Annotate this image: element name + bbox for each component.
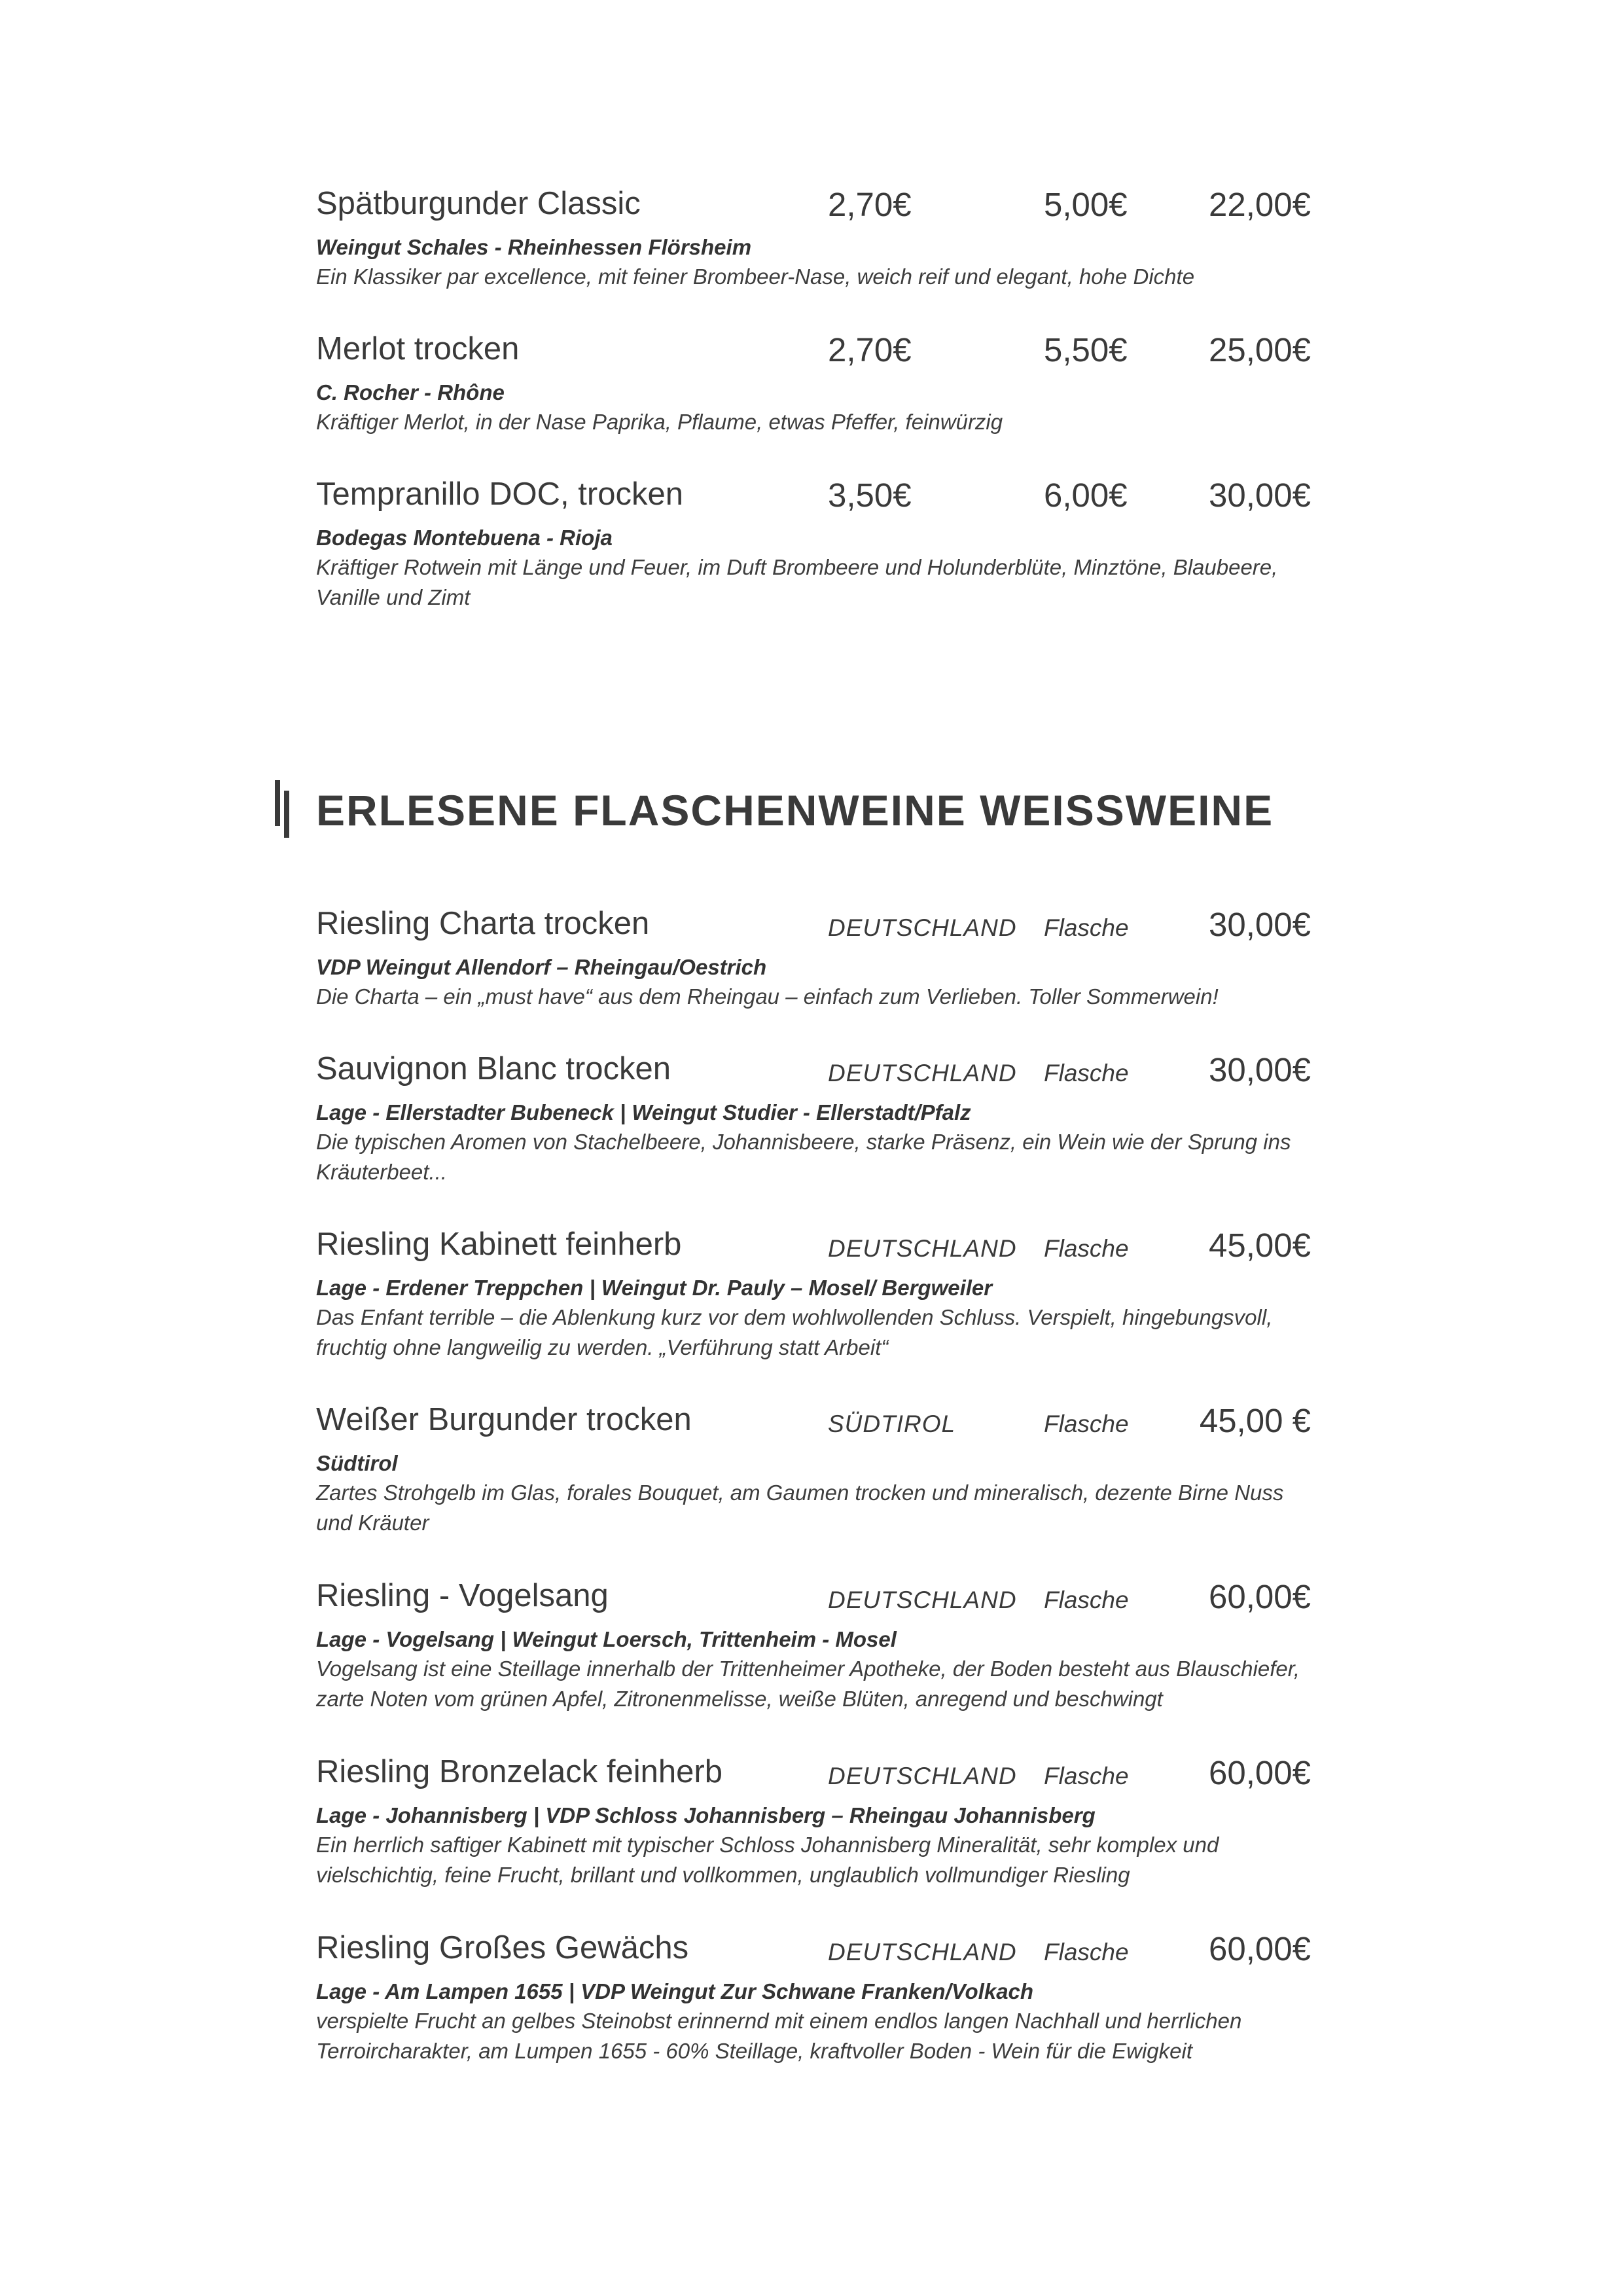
price-bottle: 22,00€ (1209, 186, 1311, 223)
wine-entry (316, 1226, 1324, 1363)
price-glass-small: 3,50€ (828, 476, 912, 514)
wine-description: Kräftiger Merlot, in der Nase Paprika, Pflaume, etwas Pfeffer, feinwürzig (316, 410, 1003, 434)
wine-producer: Weingut Schales - Rheinhessen Flörsheim (316, 235, 752, 259)
wine-entry (316, 1753, 1324, 1890)
wine-description: Vogelsang ist eine Steillage innerhalb der Trittenheimer Apotheke, der Boden besteht aus Blauschiefer, zarte Noten vom grünen Apfel, Zitronenmelisse, weiße Blüten, anregend und beschwingt (316, 1657, 1300, 1711)
wine-name: Riesling Charta trocken (316, 906, 650, 941)
wine-description: Kräftiger Rotwein mit Länge und Feuer, im Duft Brombeere und Holunderblüte, Minztöne, Blaubeere, Vanille und Zimt (316, 555, 1278, 609)
wine-name: Riesling Kabinett feinherb (316, 1227, 682, 1262)
wine-entry (316, 905, 1324, 1012)
wine-producer: Lage - Ellerstadter Bubeneck | Weingut Studier - Ellerstadt/Pfalz (316, 1100, 971, 1124)
wine-description: Die typischen Aromen von Stachelbeere, Johannisbeere, starke Präsenz, ein Wein wie der Sprung ins Kräuterbeet... (316, 1130, 1291, 1184)
price-bottle: 30,00€ (1209, 1051, 1311, 1088)
wine-name: Weißer Burgunder trocken (316, 1402, 692, 1437)
price-glass-small: 2,70€ (828, 186, 912, 223)
price-glass-large: 6,00€ (1044, 476, 1128, 514)
wine-entry (316, 185, 1324, 292)
wine-description: Ein herrlich saftiger Kabinett mit typischer Schloss Johannisberg Mineralität, sehr komplex und vielschichtig, feine Frucht, brillant und vollkommen, unglaublich vollmundiger Riesling (316, 1833, 1219, 1887)
wine-entry (316, 1929, 1324, 2066)
section-heading (275, 774, 1387, 846)
wine-unit: Flasche (1044, 914, 1129, 941)
price-bottle: 30,00€ (1209, 476, 1311, 514)
wine-country: DEUTSCHLAND (828, 1587, 1017, 1613)
wine-description: verspielte Frucht an gelbes Steinobst erinnernd mit einem endlos langen Nachhall und herrlichen Terroircharakter, am Lumpen 1655 - 60% Steillage, kraftvoller Boden - Wein für die Ewigkeit (316, 2009, 1242, 2063)
wine-country: DEUTSCHLAND (828, 914, 1017, 941)
wine-name: Sauvignon Blanc trocken (316, 1051, 671, 1086)
wine-name: Spätburgunder Classic (316, 186, 641, 221)
price-bottle: 30,00€ (1209, 906, 1311, 943)
wine-entry (316, 1050, 1324, 1187)
wine-unit: Flasche (1044, 1060, 1129, 1086)
price-glass-large: 5,50€ (1044, 331, 1128, 368)
wine-name: Tempranillo DOC, trocken (316, 476, 683, 512)
wine-entry (316, 1401, 1324, 1538)
wine-producer: VDP Weingut Allendorf – Rheingau/Oestrich (316, 955, 767, 979)
wine-unit: Flasche (1044, 1410, 1129, 1437)
price-glass-small: 2,70€ (828, 331, 912, 368)
wine-entry (316, 1577, 1324, 1714)
wine-producer: Lage - Vogelsang | Weingut Loersch, Trittenheim - Mosel (316, 1627, 897, 1651)
wine-producer: Lage - Johannisberg | VDP Schloss Johannisberg – Rheingau Johannisberg (316, 1803, 1096, 1827)
price-bottle: 60,00€ (1209, 1578, 1311, 1615)
wine-unit: Flasche (1044, 1587, 1129, 1613)
wine-name: Merlot trocken (316, 331, 520, 367)
wine-country: DEUTSCHLAND (828, 1939, 1017, 1965)
wine-country: SÜDTIROL (828, 1410, 956, 1437)
price-bottle: 25,00€ (1209, 331, 1311, 368)
wine-unit: Flasche (1044, 1939, 1129, 1965)
wine-name: Riesling Bronzelack feinherb (316, 1754, 722, 1789)
section-title: ERLESENE FLASCHENWEINE WEISSWEINE (316, 786, 1274, 834)
wine-description: Ein Klassiker par excellence, mit feiner Brombeer-Nase, weich reif und elegant, hohe Dichte (316, 264, 1195, 289)
wine-description: Die Charta – ein „must have“ aus dem Rheingau – einfach zum Verlieben. Toller Sommerwein! (316, 984, 1219, 1009)
wine-name: Riesling - Vogelsang (316, 1578, 609, 1613)
price-bottle: 45,00 € (1199, 1402, 1311, 1439)
wine-unit: Flasche (1044, 1763, 1129, 1789)
wine-producer: C. Rocher - Rhône (316, 380, 505, 404)
wine-description: Zartes Strohgelb im Glas, forales Bouquet, am Gaumen trocken und mineralisch, dezente Birne Nuss und Kräuter (316, 1480, 1284, 1535)
section-marker-bar (275, 780, 280, 826)
wine-country: DEUTSCHLAND (828, 1763, 1017, 1789)
wine-name: Riesling Großes Gewächs (316, 1930, 689, 1965)
wine-country: DEUTSCHLAND (828, 1060, 1017, 1086)
wine-producer: Bodegas Montebuena - Rioja (316, 526, 613, 550)
wine-producer: Südtirol (316, 1451, 398, 1475)
wine-unit: Flasche (1044, 1235, 1129, 1262)
price-bottle: 60,00€ (1209, 1930, 1311, 1967)
wine-producer: Lage - Erdener Treppchen | Weingut Dr. Pauly – Mosel/ Bergweiler (316, 1276, 993, 1300)
wine-country: DEUTSCHLAND (828, 1235, 1017, 1262)
section-marker-bar (284, 791, 289, 838)
price-glass-large: 5,00€ (1044, 186, 1128, 223)
price-bottle: 60,00€ (1209, 1754, 1311, 1791)
price-bottle: 45,00€ (1209, 1227, 1311, 1264)
wine-entry (316, 331, 1324, 437)
wine-producer: Lage - Am Lampen 1655 | VDP Weingut Zur Schwane Franken/Volkach (316, 1979, 1034, 2003)
wine-entry (316, 476, 1324, 613)
wine-description: Das Enfant terrible – die Ablenkung kurz vor dem wohlwollenden Schluss. Verspielt, hingebungsvoll, fruchtig ohne langweilig zu werden. „Verführung statt Arbeit“ (316, 1305, 1273, 1359)
